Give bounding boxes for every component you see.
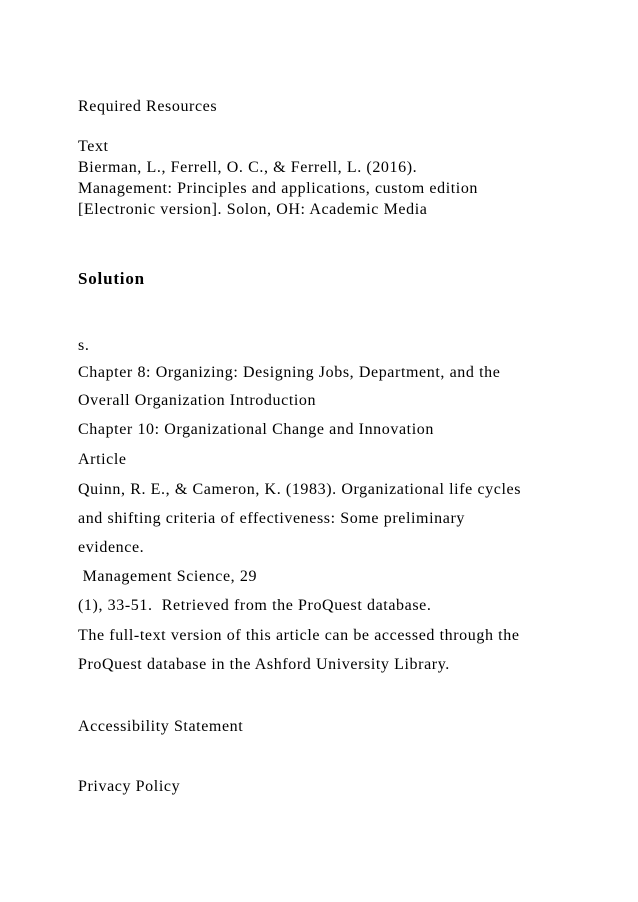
text-label: Text — [78, 138, 109, 155]
article-reference-line: (1), 33-51. Retrieved from the ProQuest database. — [78, 597, 432, 614]
article-reference-line: and shifting criteria of effectiveness: Some preliminary — [78, 510, 465, 527]
access-note-line: The full-text version of this article can be accessed through the — [78, 627, 520, 644]
accessibility-statement-link[interactable]: Accessibility Statement — [78, 718, 244, 735]
chapter-10-line: Chapter 10: Organizational Change and Innovation — [78, 421, 434, 438]
solution-suffix: s. — [78, 337, 90, 354]
reference-line: Management: Principles and applications, custom edition — [78, 180, 479, 197]
required-resources-heading: Required Resources — [78, 98, 218, 115]
article-reference-line: Quinn, R. E., & Cameron, K. (1983). Organizational life cycles — [78, 481, 522, 498]
access-note-line: ProQuest database in the Ashford University Library. — [78, 656, 450, 673]
privacy-policy-link[interactable]: Privacy Policy — [78, 778, 181, 795]
chapter-8-line: Overall Organization Introduction — [78, 392, 317, 409]
article-reference-line: Management Science, 29 — [78, 568, 258, 585]
article-label: Article — [78, 451, 127, 468]
reference-line: [Electronic version]. Solon, OH: Academic Media — [78, 201, 428, 218]
article-reference-line: evidence. — [78, 539, 145, 556]
reference-line: Bierman, L., Ferrell, O. C., & Ferrell, L. (2016). — [78, 159, 418, 176]
chapter-8-line: Chapter 8: Organizing: Designing Jobs, Department, and the — [78, 364, 501, 381]
solution-heading: Solution — [78, 269, 145, 288]
